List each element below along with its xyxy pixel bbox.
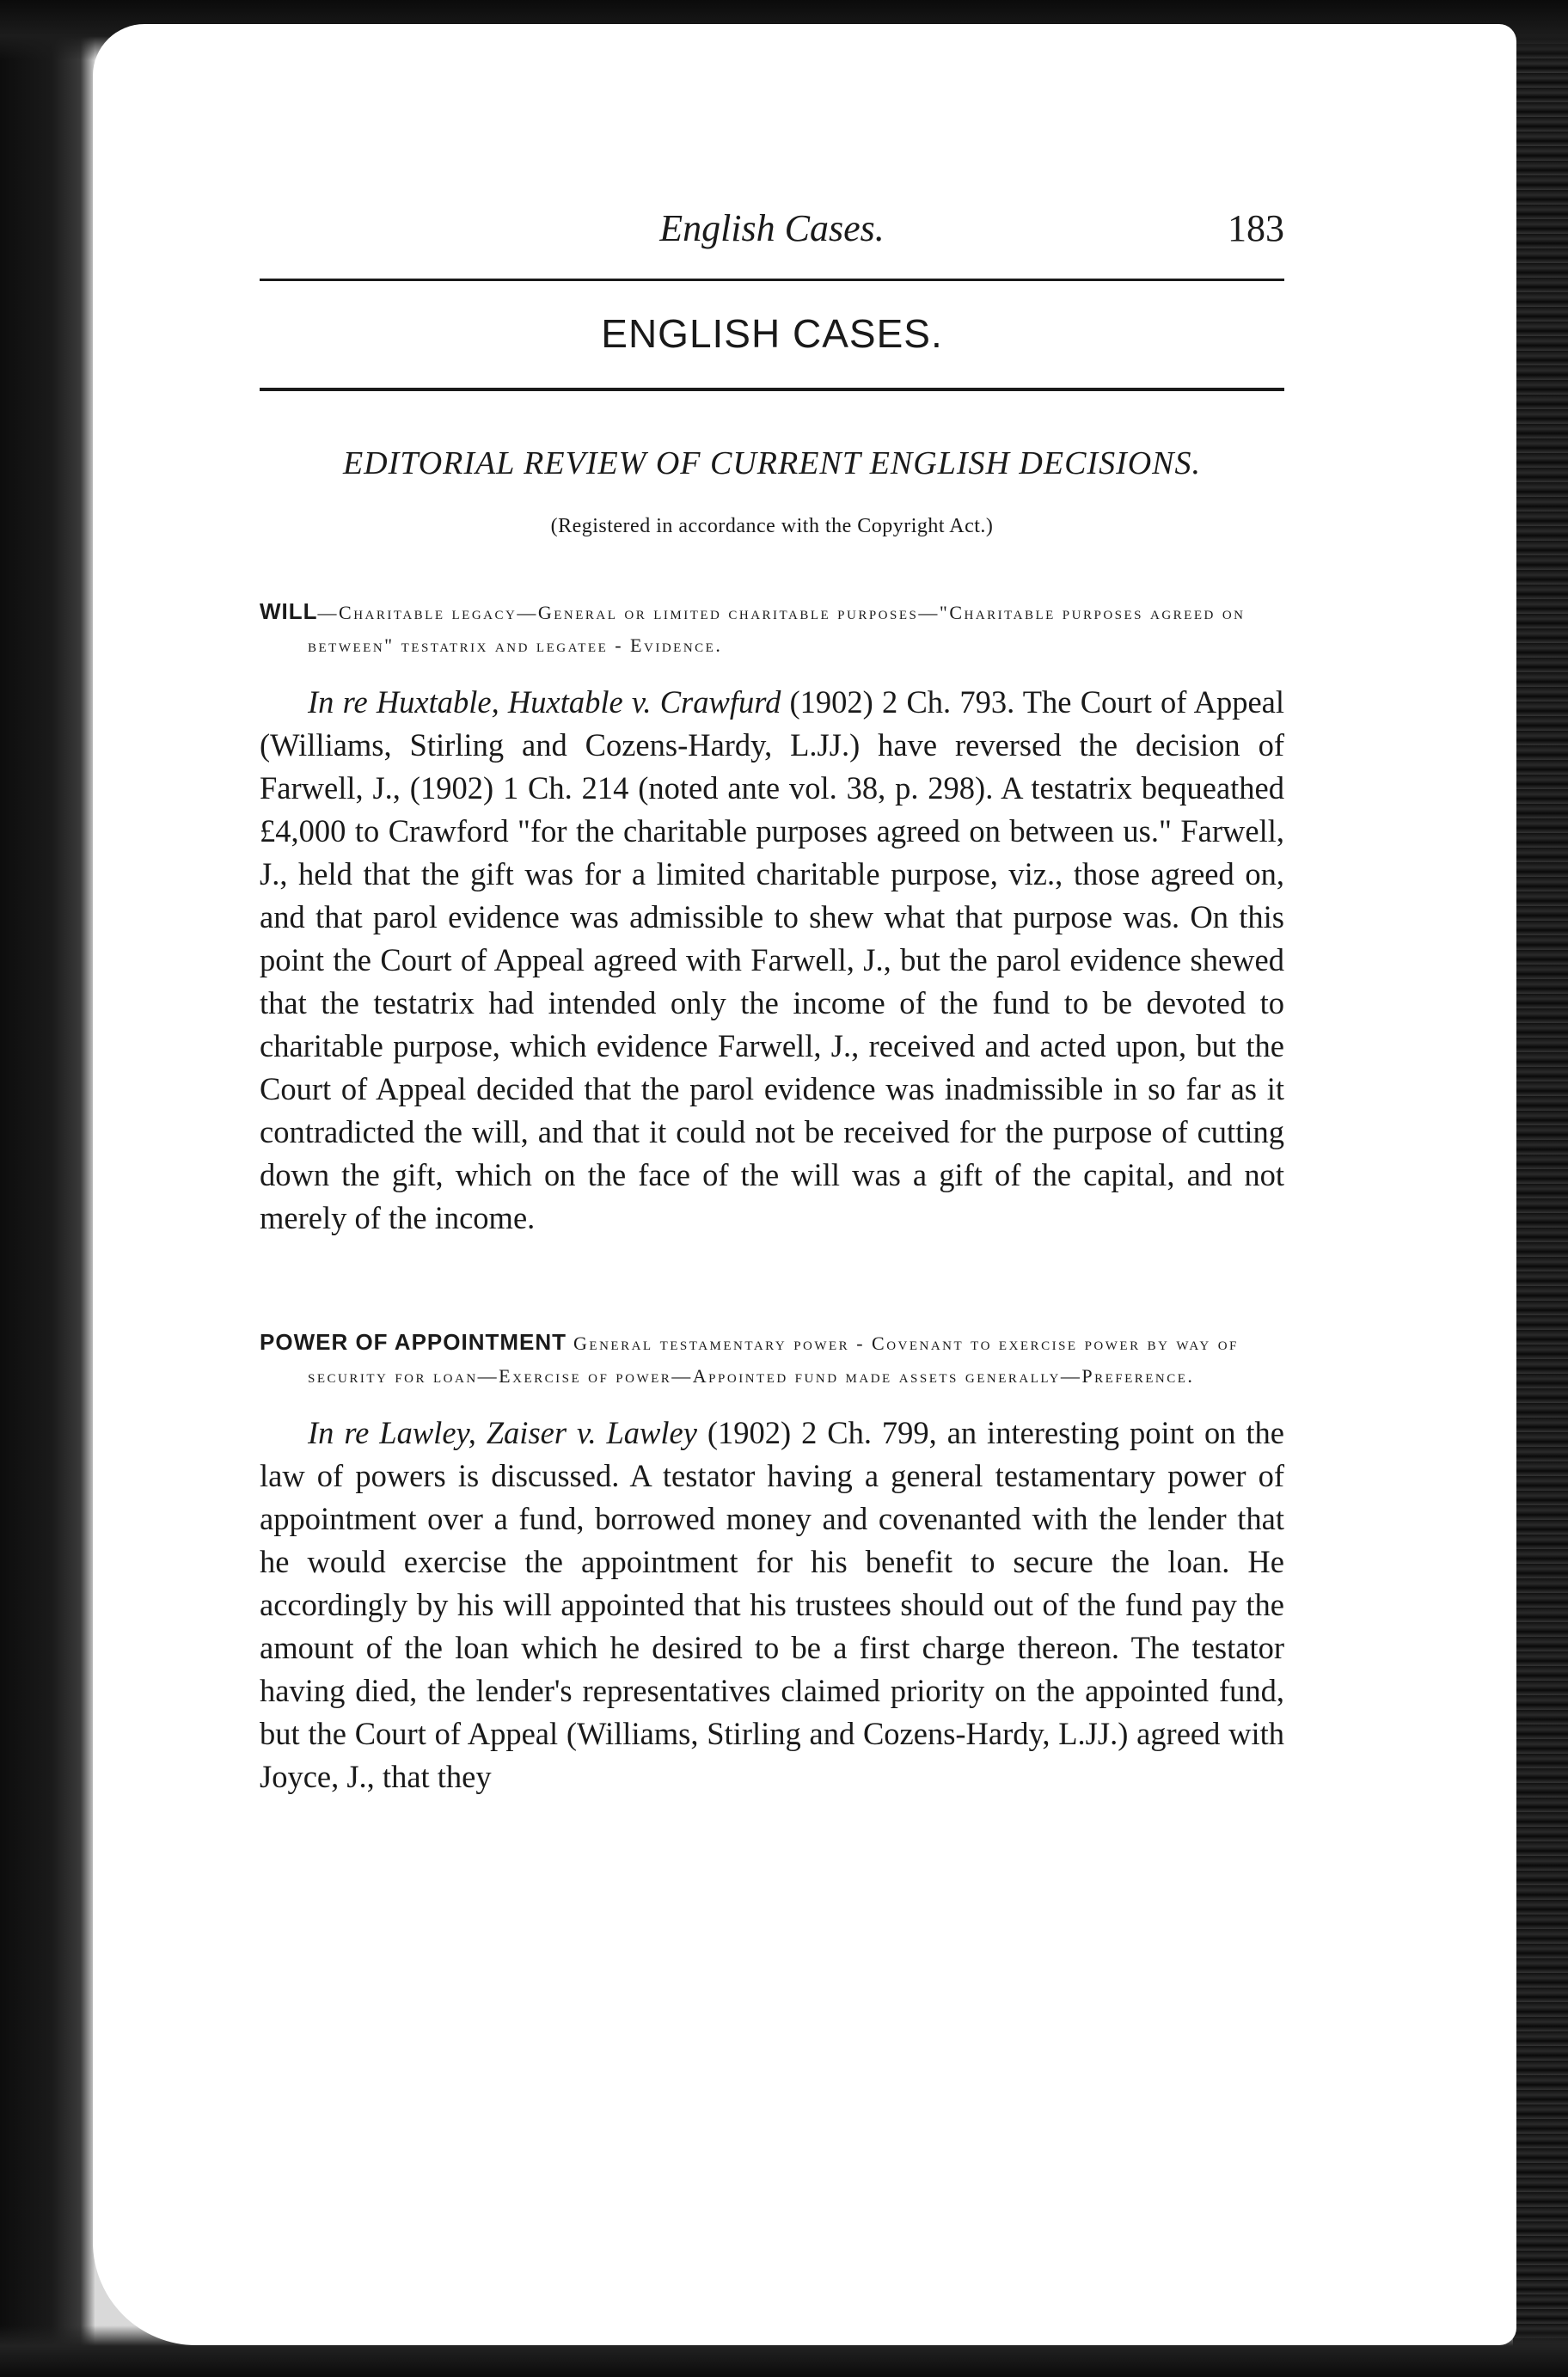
- case-headnote: [260, 1326, 1284, 1393]
- case-paragraph: [260, 1412, 1284, 1798]
- case-topic: WILL: [260, 598, 318, 624]
- section-rule: [260, 388, 1284, 391]
- case-name: In re Lawley, Zaiser v. Lawley: [308, 1415, 697, 1450]
- case-citation: (1902) 2 Ch. 793.: [781, 684, 1023, 720]
- case-topic: POWER OF APPOINTMENT: [260, 1329, 567, 1355]
- running-head-title: English Cases.: [659, 207, 885, 249]
- copyright-note: (Registered in accordance with the Copyright Act.): [550, 515, 994, 537]
- case-paragraph: [260, 681, 1284, 1240]
- header-rule: [260, 279, 1284, 281]
- running-head: [260, 206, 1284, 275]
- scan-edge-right: [1513, 0, 1568, 2377]
- case-headnote: [260, 595, 1284, 662]
- case-body: The Court of Appeal (Williams, Stirling and Cozens-Hardy, L.JJ.) have reversed the decision of Farwell, J., (1902) 1 Ch. 214 (noted ante vol. 38, p. 298). A testatrix bequeathed £4,000 to Crawford "for the charitable purposes agreed on between us." Farwell, J., held that the gift was for a limited charitable purpose, viz., those agreed on, and that parol evidence was admissible to shew what that purpose was. On this point the Court of Appeal agreed with Farwell, J., but the parol evidence shewed that the testatrix had intended only the income of the fund to be devoted to charitable purpose, which evidence Farwell, J., received and acted upon, but the Court of Appeal decided that the parol evidence was inadmissible in so far as it contradicted the will, and that it could not be received for the purpose of cutting down the gift, which on the face of the will was a gift of the capital, and not merely of the income.: [260, 684, 1284, 1235]
- editorial-title: EDITORIAL REVIEW OF CURRENT ENGLISH DECISIONS.: [342, 445, 1202, 481]
- case-name: In re Huxtable, Huxtable v. Crawfurd: [308, 684, 781, 720]
- case-citation: (1902) 2 Ch. 799,: [696, 1415, 947, 1450]
- section-title: ENGLISH CASES.: [601, 311, 943, 356]
- scan-edge-left: [0, 0, 95, 2377]
- page-number: 183: [1228, 207, 1284, 249]
- page-content: [260, 206, 1284, 1798]
- case-body: an interesting point on the law of powers is discussed. A testator having a general testamentary power of appointment over a fund, borrowed money and covenanted with the lender that he would exercise the appointment for his benefit to secure the loan. He accordingly by his will appointed that his trustees should out of the fund pay the amount of the loan which he desired to be a first charge thereon. The testator having died, the lender's representatives claimed priority on the appointed fund, but the Court of Appeal (Williams, Stirling and Cozens-Hardy, L.JJ.) agreed with Joyce, J., that they: [260, 1415, 1284, 1794]
- headnote-text: General testamentary power - Covenant to exercise power by way of security for loan—Exercise of power—Appointed fund made assets generally—Preference.: [308, 1332, 1239, 1387]
- headnote-text: —Charitable legacy—General or limited charitable purposes—"Charitable purposes agreed on between" testatrix and legatee - Evidence.: [308, 602, 1246, 656]
